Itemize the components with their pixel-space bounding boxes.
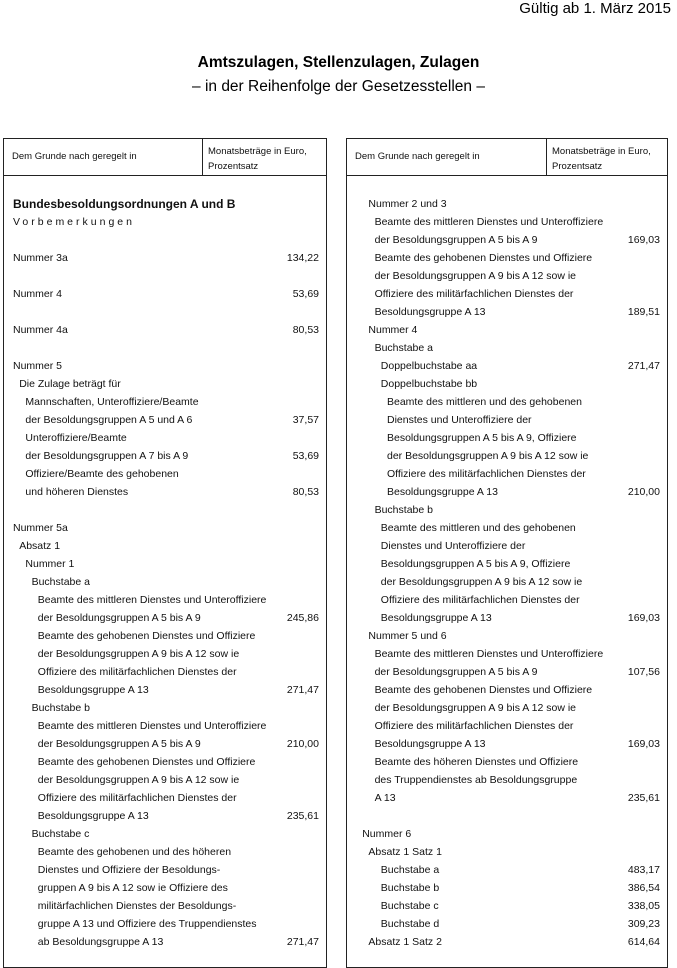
row-spacer [347, 807, 667, 825]
row-label: des Truppendienstes ab Besoldungsgruppe [374, 774, 578, 786]
row-amount: 169,03 [627, 738, 660, 750]
row-label: Beamte des gehobenen und des höheren [37, 846, 232, 858]
table-row [347, 879, 667, 897]
row-label: Absatz 1 Satz 1 [368, 846, 442, 858]
row-amount: 245,86 [286, 612, 319, 624]
table-row [347, 591, 667, 609]
row-label: der Besoldungsgruppen A 9 bis A 12 sow ie [37, 774, 240, 786]
table-row [347, 483, 667, 501]
row-label: Dienstes und Unteroffiziere der [380, 540, 526, 552]
table-row [347, 789, 667, 807]
table-row [347, 555, 667, 573]
row-label: Die Zulage beträgt für [19, 378, 121, 390]
column-header-amount [552, 144, 651, 174]
table-row [4, 861, 326, 879]
table-row [347, 195, 667, 213]
row-amount: 271,47 [286, 684, 319, 696]
row-label: Mannschaften, Unteroffiziere/Beamte [25, 396, 199, 408]
row-amount: 309,23 [627, 918, 660, 930]
table-row [4, 357, 326, 375]
row-label: Nummer 2 und 3 [368, 198, 447, 210]
row-label: Beamte des mittleren Dienstes und Unteroffiziere [374, 216, 604, 228]
table-row [347, 897, 667, 915]
table-row [4, 915, 326, 933]
row-label: Beamte des mittleren Dienstes und Unteroffiziere [37, 720, 267, 732]
row-label: Beamte des mittleren und des gehobenen [380, 522, 576, 534]
table-row [347, 699, 667, 717]
table-row [4, 717, 326, 735]
row-amount: 53,69 [292, 450, 319, 462]
row-label: Buchstabe b [374, 504, 433, 516]
row-label: Besoldungsgruppe A 13 [380, 612, 492, 624]
row-amount: 37,57 [292, 414, 319, 426]
row-label: Nummer 4 [13, 288, 63, 300]
table-row [4, 591, 326, 609]
table-row [4, 465, 326, 483]
row-label: Beamte des mittleren und des gehobenen [387, 396, 582, 408]
row-label: Buchstabe a [380, 864, 440, 876]
row-amount: 80,53 [292, 486, 319, 498]
row-label: der Besoldungsgruppen A 9 bis A 12 sow ie [37, 648, 240, 660]
table-row [4, 249, 326, 267]
table-row [4, 879, 326, 897]
row-label: Beamte des gehobenen Dienstes und Offiziere [37, 756, 256, 768]
row-label: A 13 [374, 792, 396, 804]
row-amount: 210,00 [286, 738, 319, 750]
row-amount: 189,51 [627, 306, 660, 318]
row-label: Nummer 3a [13, 252, 68, 264]
table-row [347, 609, 667, 627]
table-row [4, 735, 326, 753]
row-label: der Besoldungsgruppen A 5 bis A 9 [374, 234, 538, 246]
table-header [4, 139, 326, 176]
row-label: Buchstabe b [31, 702, 90, 714]
table-row [347, 357, 667, 375]
column-header-amount [208, 144, 307, 174]
row-label: der Besoldungsgruppen A 9 bis A 12 sow ie [387, 450, 589, 462]
right-table-rows [347, 176, 667, 951]
row-amount: 483,17 [627, 864, 660, 876]
row-label: Beamte des mittleren Dienstes und Unteroffiziere [37, 594, 267, 606]
row-amount: 80,53 [292, 324, 319, 336]
table-row [4, 519, 326, 537]
row-spacer [4, 303, 326, 321]
table-row [4, 771, 326, 789]
table-row [347, 339, 667, 357]
row-label: Nummer 6 [362, 828, 412, 840]
table-row [347, 717, 667, 735]
table-row [4, 609, 326, 627]
row-label: Offiziere des militärfachlichen Dienstes der [37, 666, 237, 678]
table-row [4, 321, 326, 339]
row-label: Offiziere des militärfachlichen Dienstes der [380, 594, 580, 606]
row-label: Buchstabe c [31, 828, 90, 840]
left-table-rows [4, 176, 326, 951]
row-label: Doppelbuchstabe aa [380, 360, 478, 372]
table-row [4, 483, 326, 501]
row-amount: 614,64 [627, 936, 660, 948]
table-row [347, 447, 667, 465]
table-row [347, 663, 667, 681]
row-label: Nummer 4 [368, 324, 418, 336]
column-header-amount-line1: Monatsbeträge in Euro, [208, 146, 307, 157]
row-amount: 338,05 [627, 900, 660, 912]
column-header-amount-line1: Monatsbeträge in Euro, [552, 146, 651, 157]
left-table-panel [3, 138, 327, 968]
table-row [347, 519, 667, 537]
table-row [4, 393, 326, 411]
column-divider [546, 139, 547, 175]
row-label: der Besoldungsgruppen A 5 bis A 9 [37, 738, 201, 750]
row-amount: 271,47 [286, 936, 319, 948]
table-row [4, 933, 326, 951]
table-row [4, 843, 326, 861]
row-label: Nummer 5 und 6 [368, 630, 447, 642]
row-amount: 271,47 [627, 360, 660, 372]
row-label: Absatz 1 [19, 540, 61, 552]
row-label: Offiziere des militärfachlichen Dienstes der [374, 720, 574, 732]
table-row [4, 573, 326, 591]
row-label: Besoldungsgruppe A 13 [37, 684, 149, 696]
table-row [347, 843, 667, 861]
row-amount: 53,69 [292, 288, 319, 300]
table-row [347, 429, 667, 447]
table-row [347, 321, 667, 339]
row-label: Besoldungsgruppe A 13 [374, 306, 486, 318]
row-spacer [4, 501, 326, 519]
table-row [347, 249, 667, 267]
row-label: Besoldungsgruppe A 13 [387, 486, 498, 498]
row-label: Unteroffiziere/Beamte [25, 432, 127, 444]
row-label: Beamte des gehobenen Dienstes und Offiziere [37, 630, 256, 642]
row-label: Doppelbuchstabe bb [380, 378, 478, 390]
column-header-amount-line2: Prozentsatz [208, 161, 259, 172]
table-row [4, 375, 326, 393]
row-label: gruppe A 13 und Offiziere des Truppendienstes [37, 918, 257, 930]
table-row [4, 789, 326, 807]
table-row [347, 933, 667, 951]
table-row [347, 753, 667, 771]
row-label: gruppen A 9 bis A 12 sow ie Offiziere des [37, 882, 228, 894]
table-row [4, 285, 326, 303]
table-row [4, 411, 326, 429]
table-row [4, 807, 326, 825]
row-label: und höheren Dienstes [25, 486, 129, 498]
row-amount: 386,54 [627, 882, 660, 894]
row-amount: 235,61 [627, 792, 660, 804]
table-row [347, 645, 667, 663]
row-label: Nummer 1 [25, 558, 75, 570]
table-row [347, 303, 667, 321]
column-header-basis: Dem Grunde nach geregelt in [355, 151, 480, 162]
row-amount: 169,03 [627, 612, 660, 624]
table-row [347, 267, 667, 285]
row-label: Dienstes und Offiziere der Besoldungs- [37, 864, 221, 876]
row-label: Offiziere des militärfachlichen Dienstes der [374, 288, 574, 300]
table-row [347, 411, 667, 429]
row-label: Beamte des höheren Dienstes und Offiziere [374, 756, 579, 768]
table-row [347, 735, 667, 753]
column-header-basis: Dem Grunde nach geregelt in [12, 151, 137, 162]
row-label: Besoldungsgruppe A 13 [374, 738, 486, 750]
table-row [4, 537, 326, 555]
table-row [347, 915, 667, 933]
row-label: Buchstabe a [31, 576, 90, 588]
table-row [347, 573, 667, 591]
row-amount: 235,61 [286, 810, 319, 822]
column-divider [202, 139, 203, 175]
row-label: der Besoldungsgruppen A 5 bis A 9 [374, 666, 538, 678]
row-label: Offiziere des militärfachlichen Dienstes der [37, 792, 237, 804]
table-row [347, 213, 667, 231]
table-row [347, 627, 667, 645]
document-subtitle: – in der Reihenfolge der Gesetzesstellen – [192, 78, 485, 95]
table-row [347, 375, 667, 393]
row-label: Buchstabe b [380, 882, 440, 894]
right-table-panel [346, 138, 668, 968]
row-label: Nummer 5 [13, 360, 63, 372]
table-row [4, 447, 326, 465]
table-row [4, 825, 326, 843]
table-row [4, 663, 326, 681]
row-label: Beamte des mittleren Dienstes und Unteroffiziere [374, 648, 604, 660]
row-label: der Besoldungsgruppen A 7 bis A 9 [25, 450, 189, 462]
row-amount: 107,56 [627, 666, 660, 678]
section-heading: Bundesbesoldungsordnungen A und B [13, 197, 236, 211]
table-row [347, 285, 667, 303]
table-row [4, 627, 326, 645]
row-label: Nummer 5a [13, 522, 68, 534]
table-row [4, 699, 326, 717]
table-row [4, 681, 326, 699]
table-row [347, 825, 667, 843]
row-label: Dienstes und Unteroffiziere der [387, 414, 532, 426]
valid-from-date: Gültig ab 1. März 2015 [519, 0, 671, 17]
row-label: militärfachlichen Dienstes der Besoldungs- [37, 900, 237, 912]
row-label: Vorbemerkungen [13, 216, 135, 228]
table-row [347, 681, 667, 699]
table-row [4, 429, 326, 447]
table-row [347, 537, 667, 555]
row-label: der Besoldungsgruppen A 5 und A 6 [25, 414, 193, 426]
table-row [4, 555, 326, 573]
table-row [347, 393, 667, 411]
row-label: ab Besoldungsgruppe A 13 [37, 936, 164, 948]
row-label: Buchstabe c [380, 900, 439, 912]
row-label: Absatz 1 Satz 2 [368, 936, 442, 948]
table-header [347, 139, 667, 176]
row-amount: 210,00 [627, 486, 660, 498]
table-row [347, 771, 667, 789]
row-label: Besoldungsgruppe A 13 [37, 810, 149, 822]
row-amount: 169,03 [627, 234, 660, 246]
column-header-amount-line2: Prozentsatz [552, 161, 603, 172]
row-label: Offiziere/Beamte des gehobenen [25, 468, 179, 480]
table-row [4, 195, 326, 213]
row-amount: 134,22 [286, 252, 319, 264]
row-label: der Besoldungsgruppen A 9 bis A 12 sow ie [374, 702, 576, 714]
row-label: Buchstabe d [380, 918, 440, 930]
table-row [347, 861, 667, 879]
row-label: Beamte des gehobenen Dienstes und Offiziere [374, 252, 593, 264]
table-row [4, 645, 326, 663]
row-label: der Besoldungsgruppen A 9 bis A 12 sow ie [380, 576, 583, 588]
row-spacer [4, 339, 326, 357]
table-row [4, 213, 326, 231]
row-label: Beamte des gehobenen Dienstes und Offiziere [374, 684, 593, 696]
row-label: der Besoldungsgruppen A 5 bis A 9 [37, 612, 201, 624]
table-row [347, 501, 667, 519]
table-row [4, 897, 326, 915]
table-row [347, 231, 667, 249]
row-label: Nummer 4a [13, 324, 68, 336]
document-title: Amtszulagen, Stellenzulagen, Zulagen [197, 54, 480, 71]
row-label: Besoldungsgruppen A 5 bis A 9, Offiziere [380, 558, 571, 570]
row-label: Buchstabe a [374, 342, 433, 354]
row-spacer [4, 231, 326, 249]
table-row [4, 753, 326, 771]
row-spacer [4, 267, 326, 285]
row-label: der Besoldungsgruppen A 9 bis A 12 sow ie [374, 270, 576, 282]
row-label: Besoldungsgruppen A 5 bis A 9, Offiziere [387, 432, 577, 444]
table-row [347, 465, 667, 483]
row-label: Offiziere des militärfachlichen Dienstes der [387, 468, 586, 480]
